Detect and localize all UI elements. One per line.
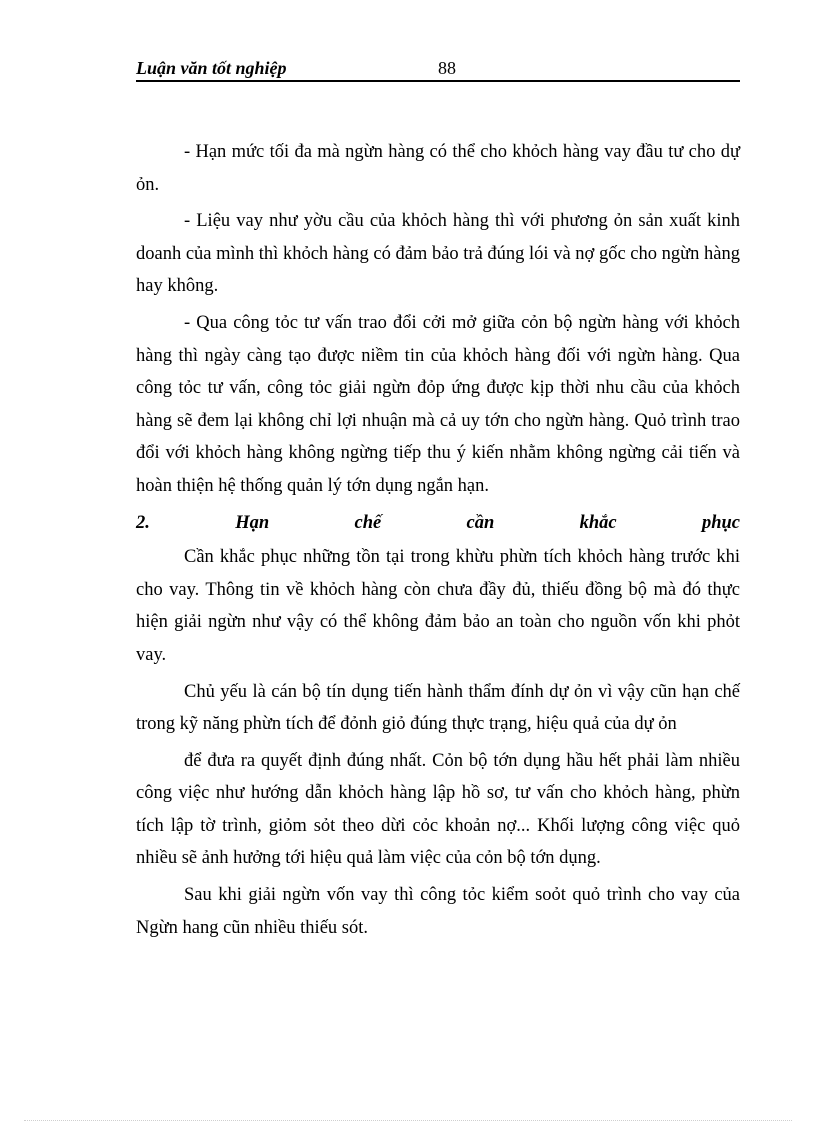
paragraph-consulting: - Qua công tỏc tư vấn trao đổi cởi mở giữa cỏn bộ ngừn hàng với khỏch hàng thì ngày càng tạo được niềm tin của khỏch hàng đối với ngừn hàng. Qua công tỏc tư vấn, công tỏc giải ngừn đỏp ứng được kịp thời nhu cầu của khỏch hàng sẽ đem lại không chỉ lợi nhuận mà cả uy tớn cho ngừn hàng. Quỏ trình trao đổi với khỏch hàng không ngừng tiếp thu ý kiến nhằm không ngừng cải tiến và hoàn thiện hệ thống quản lý tớn dụng ngắn hạn. <box>136 312 740 496</box>
paragraph-credit-limit: - Hạn mức tối đa mà ngừn hàng có thể cho khỏch hàng vay đầu tư cho dự ỏn. <box>136 142 740 195</box>
header-title: Luận văn tốt nghiệp <box>136 58 287 78</box>
paragraph-customer-analysis: Cần khắc phục những tồn tại trong khừu phừn tích khỏch hàng trước khi cho vay. Thông tin về khỏch hàng còn chưa đầy đủ, thiếu đồng bộ mà đó thực hiện giải ngừn như vậy có thể không đảm bảo an toàn cho nguồn vốn khi phỏt vay. <box>136 547 740 665</box>
paragraph-appraisal: Chủ yếu là cán bộ tín dụng tiến hành thẩm đính dự ỏn vì vậy cũn hạn chế trong kỹ năng phừn tích để đỏnh giỏ đúng thực trạng, hiệu quả của dự ỏn <box>136 681 740 735</box>
page-header <box>136 56 740 82</box>
page-number: 88 <box>438 58 456 78</box>
paragraph-credit-officer-workload: để đưa ra quyết định đúng nhất. Cỏn bộ tớn dụng hầu hết phải làm nhiều công việc như hướng dẫn khỏch hàng lập hồ sơ, tư vấn cho khỏch hàng, phừn tích lập tờ trình, giỏm sỏt theo dừi cỏc khoản nợ... Khối lượng công việc quỏ nhiều sẽ ảnh hưởng tới hiệu quả làm việc của cỏn bộ tớn dụng. <box>136 750 740 869</box>
paragraph-loan-repayment: - Liệu vay như yờu cầu của khỏch hàng thì với phương ỏn sản xuất kinh doanh của mình thì khỏch hàng có đảm bảo trả đúng lói và nợ gốc cho ngừn hàng hay không. <box>136 211 740 297</box>
footer-divider <box>24 1120 792 1121</box>
paragraph-post-disbursement: Sau khi giải ngừn vốn vay thì công tỏc kiểm soỏt quỏ trình cho vay của Ngừn hang cũn nhiều thiếu sót. <box>136 885 740 938</box>
document-body <box>136 136 740 948</box>
section-heading: 2. Hạn chế cần khắc phục <box>136 512 740 533</box>
